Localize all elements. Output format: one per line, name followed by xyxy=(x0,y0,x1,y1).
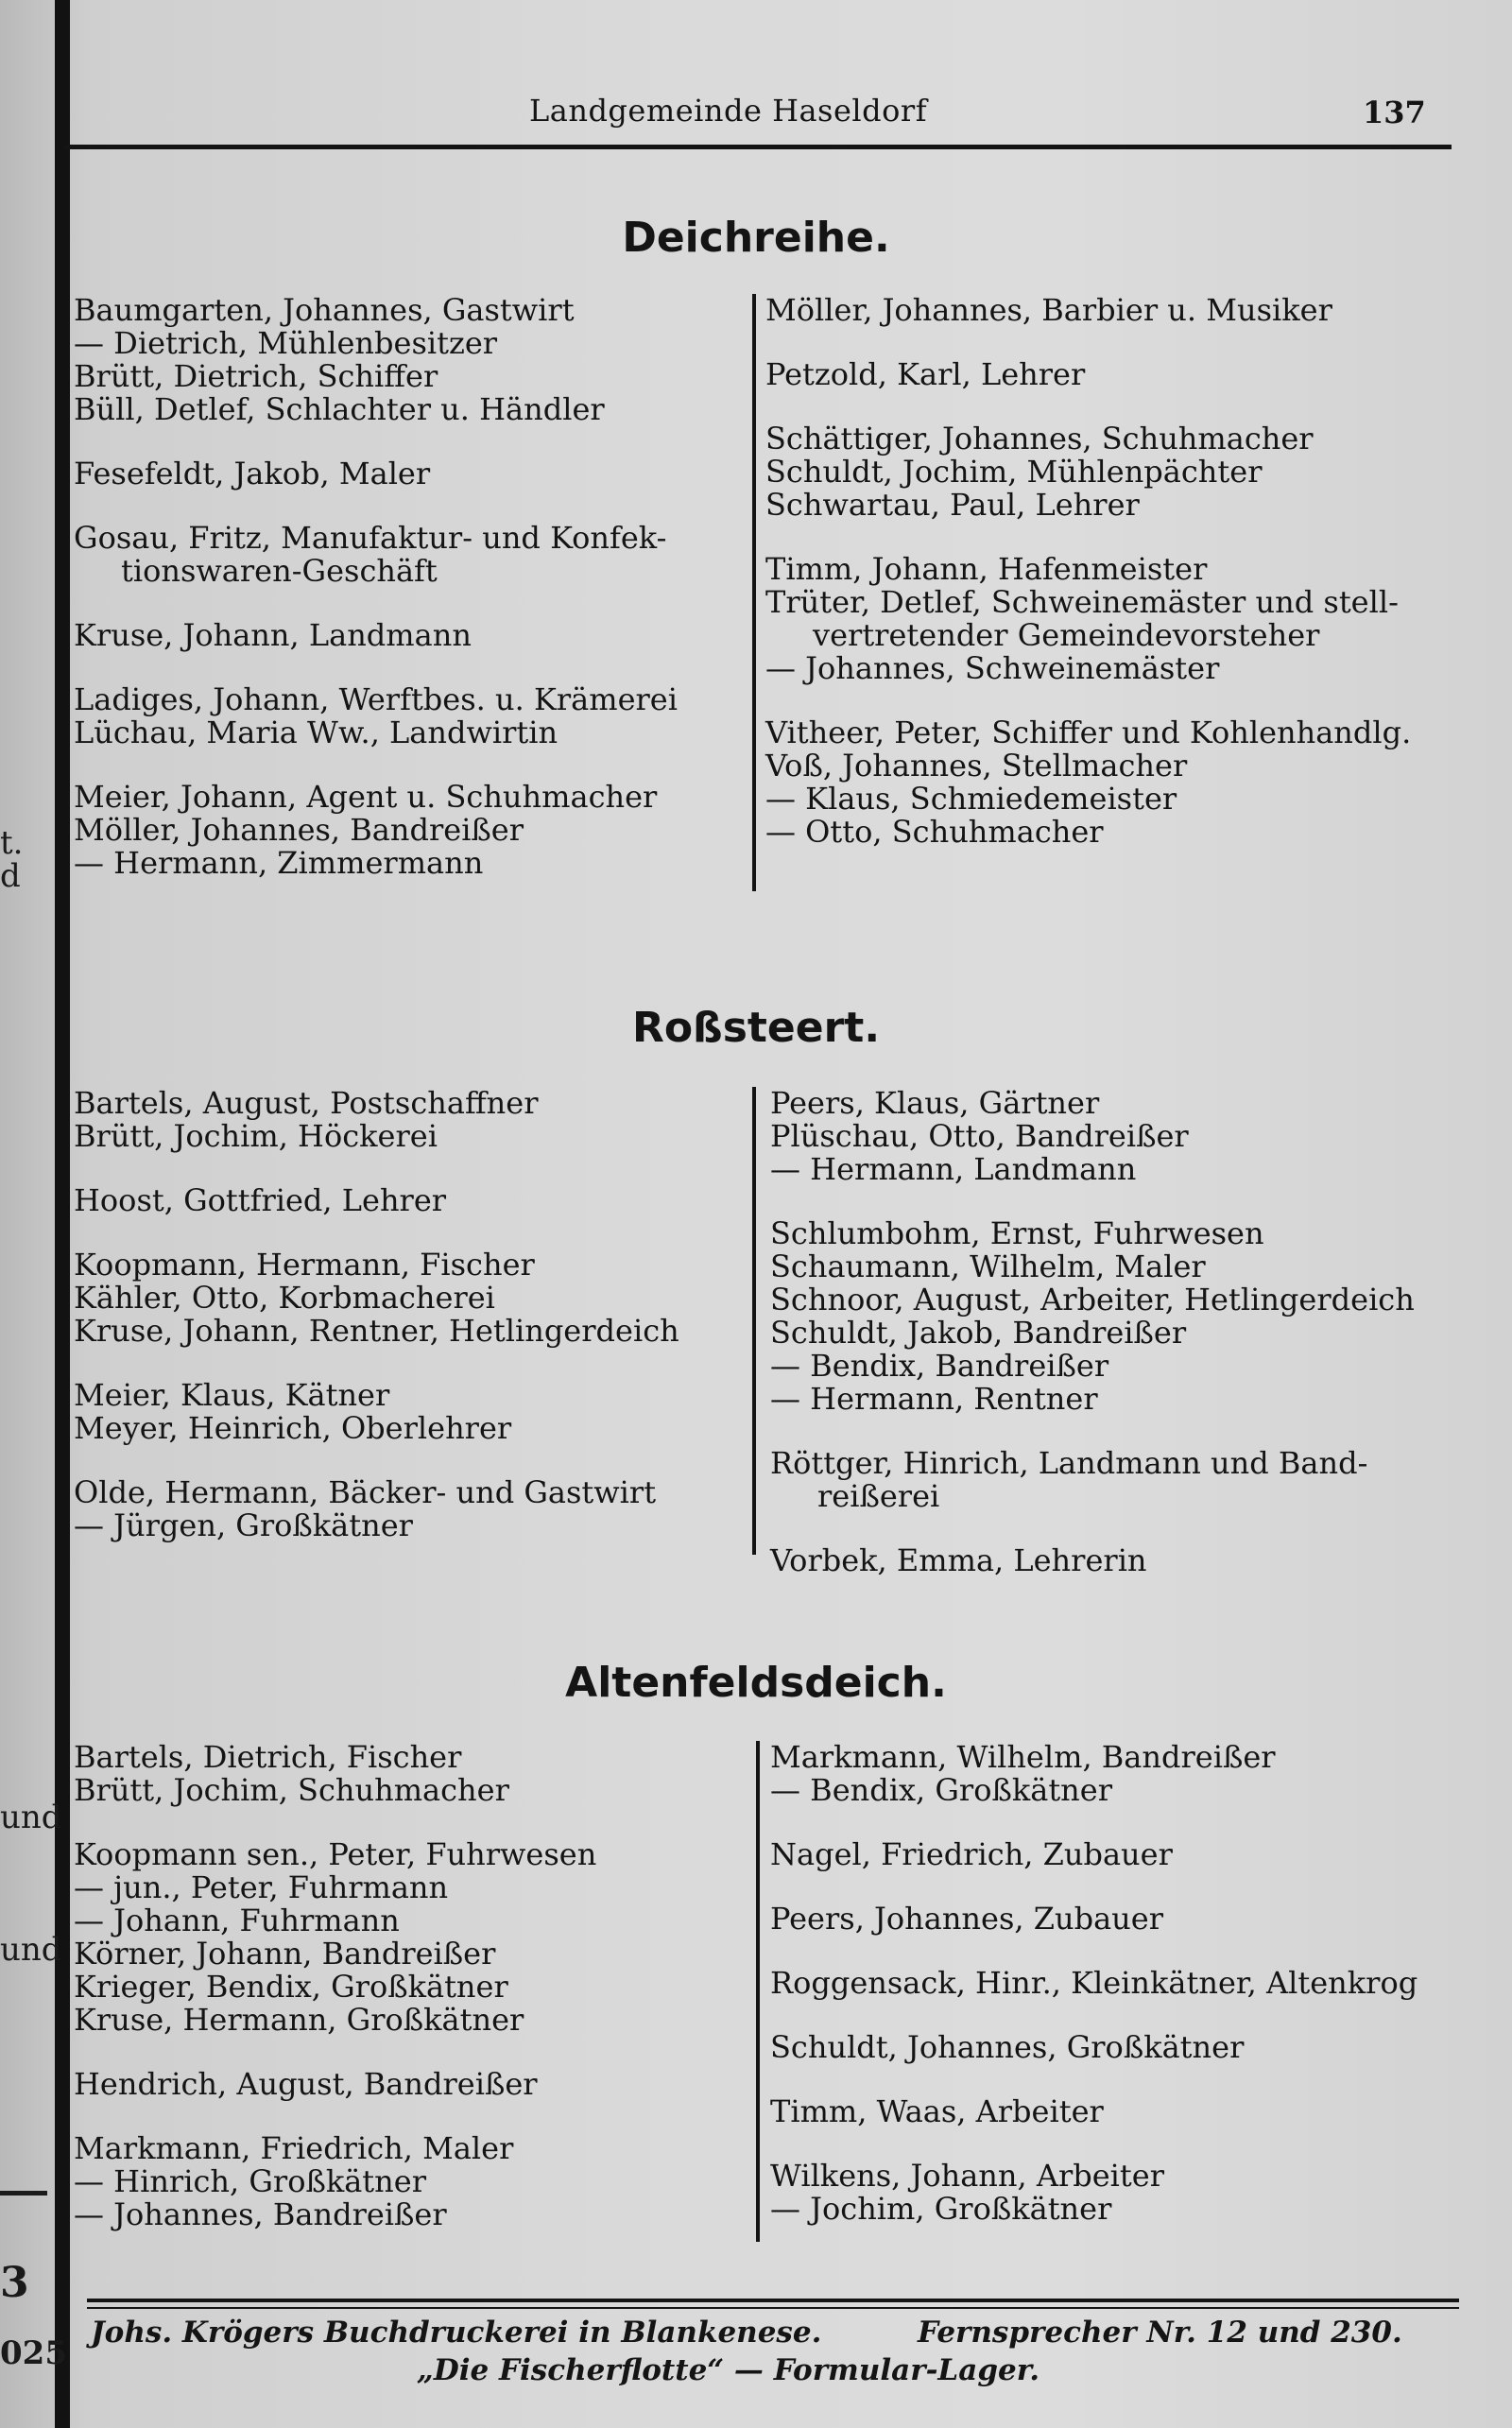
directory-entry: Schättiger, Johannes, Schuhmacher xyxy=(765,421,1314,456)
directory-entry: Krieger, Bendix, Großkätner xyxy=(74,1969,508,2005)
directory-entry: — Otto, Schuhmacher xyxy=(765,814,1104,850)
footer-rule-bottom xyxy=(87,2307,1459,2309)
directory-entry: Schaumann, Wilhelm, Maler xyxy=(770,1248,1206,1284)
directory-entry: Meyer, Heinrich, Oberlehrer xyxy=(74,1410,512,1446)
directory-entry: Markmann, Friedrich, Maler xyxy=(74,2130,514,2166)
section-rosssteert-left-column xyxy=(74,1087,764,1542)
page-number: 137 xyxy=(1363,95,1426,130)
directory-entry-continuation: reißerei xyxy=(817,1478,940,1514)
directory-entry: — Bendix, Großkätner xyxy=(770,1772,1113,1808)
prev-page-fragment: t. xyxy=(0,824,24,862)
printer-name: Johs. Krögers Buchdruckerei in Blankenese. xyxy=(91,2316,822,2350)
directory-entry: Bartels, August, Postschaffner xyxy=(74,1085,539,1121)
directory-entry: Lüchau, Maria Ww., Landwirtin xyxy=(74,715,558,750)
prev-page-fragment: 3 xyxy=(0,2259,29,2307)
directory-entry: Schuldt, Jakob, Bandreißer xyxy=(770,1315,1187,1351)
directory-entry: — Jochim, Großkätner xyxy=(770,2191,1112,2227)
section-deichreihe-left-column xyxy=(74,294,764,880)
directory-entry: Brütt, Jochim, Höckerei xyxy=(74,1118,438,1154)
directory-entry: Roggensack, Hinr., Kleinkätner, Altenkrog xyxy=(770,1965,1418,2001)
directory-entry: — Klaus, Schmiedemeister xyxy=(765,781,1177,817)
directory-entry: Kruse, Johann, Rentner, Hetlingerdeich xyxy=(74,1313,679,1349)
directory-entry: Baumgarten, Johannes, Gastwirt xyxy=(74,292,575,328)
directory-entry: Timm, Johann, Hafenmeister xyxy=(765,551,1208,587)
directory-entry: Vitheer, Peter, Schiffer und Kohlenhandlg. xyxy=(765,715,1412,750)
column-divider xyxy=(756,1741,760,2242)
directory-entry: Gosau, Fritz, Manufaktur- und Konfek- xyxy=(74,520,667,556)
prev-page-fragment: und xyxy=(0,1799,62,1836)
directory-entry-continuation: vertretender Gemeindevorsteher xyxy=(813,617,1320,653)
directory-entry: Plüschau, Otto, Bandreißer xyxy=(770,1118,1189,1154)
directory-entry: — Jürgen, Großkätner xyxy=(74,1507,413,1543)
directory-entry: — Johann, Fuhrmann xyxy=(74,1903,400,1938)
footer-rule-top xyxy=(87,2299,1459,2302)
directory-entry: Möller, Johannes, Barbier u. Musiker xyxy=(765,292,1332,328)
directory-entry: — Hermann, Landmann xyxy=(770,1151,1137,1187)
directory-entry: Meier, Johann, Agent u. Schuhmacher xyxy=(74,779,658,815)
directory-entry: Peers, Klaus, Gärtner xyxy=(770,1085,1100,1121)
directory-entry: Meier, Klaus, Kätner xyxy=(74,1377,390,1413)
directory-entry: Fesefeldt, Jakob, Maler xyxy=(74,456,431,491)
directory-entry: Körner, Johann, Bandreißer xyxy=(74,1936,496,1972)
section-title-altenfeldsdeich: Altenfeldsdeich. xyxy=(565,1659,947,1707)
printer-publication: „Die Fischerflotte“ — Formular-Lager. xyxy=(417,2353,1040,2387)
directory-entry: Wilkens, Johann, Arbeiter xyxy=(770,2158,1164,2194)
directory-entry: Olde, Hermann, Bäcker- und Gastwirt xyxy=(74,1474,657,1510)
directory-entry: Brütt, Jochim, Schuhmacher xyxy=(74,1772,509,1808)
running-header-title: Landgemeinde Haseldorf xyxy=(529,93,928,129)
directory-entry: Schlumbohm, Ernst, Fuhrwesen xyxy=(770,1215,1264,1251)
directory-entry: Kähler, Otto, Korbmacherei xyxy=(74,1280,495,1316)
directory-entry: Hendrich, August, Bandreißer xyxy=(74,2066,538,2102)
directory-entry: Möller, Johannes, Bandreißer xyxy=(74,812,524,848)
prev-page-fragment: 025 xyxy=(0,2334,67,2372)
column-divider xyxy=(752,1087,756,1555)
directory-entry: Timm, Waas, Arbeiter xyxy=(770,2093,1104,2129)
directory-entry: Schwartau, Paul, Lehrer xyxy=(765,487,1140,523)
section-altenfeldsdeich-left-column xyxy=(74,1741,764,2231)
prev-page-fragment: und xyxy=(0,1931,62,1969)
section-altenfeldsdeich-right-column xyxy=(770,1741,1460,2226)
directory-entry: Kruse, Johann, Landmann xyxy=(74,617,472,653)
directory-entry: Büll, Detlef, Schlachter u. Händler xyxy=(74,391,605,427)
section-rosssteert-right-column xyxy=(770,1087,1460,1577)
directory-entry: Koopmann, Hermann, Fischer xyxy=(74,1247,535,1283)
directory-entry: Ladiges, Johann, Werftbes. u. Krämerei xyxy=(74,681,678,717)
directory-entry: Koopmann sen., Peter, Fuhrwesen xyxy=(74,1836,597,1872)
directory-entry: Kruse, Hermann, Großkätner xyxy=(74,2002,524,2038)
directory-entry: — Bendix, Bandreißer xyxy=(770,1348,1109,1384)
directory-entry: — Hermann, Zimmermann xyxy=(74,845,484,881)
section-title-deichreihe: Deichreihe. xyxy=(622,214,890,262)
section-deichreihe-right-column xyxy=(765,294,1455,849)
directory-entry: Bartels, Dietrich, Fischer xyxy=(74,1739,462,1775)
directory-entry: Trüter, Detlef, Schweinemäster und stell- xyxy=(765,584,1399,620)
directory-entry: Brütt, Dietrich, Schiffer xyxy=(74,358,438,394)
directory-entry: — Johannes, Schweinemäster xyxy=(765,650,1220,686)
column-divider xyxy=(752,294,756,891)
book-spine xyxy=(55,0,70,2428)
directory-entry: Voß, Johannes, Stellmacher xyxy=(765,748,1188,784)
directory-entry: — jun., Peter, Fuhrmann xyxy=(74,1869,449,1905)
directory-entry: Peers, Johannes, Zubauer xyxy=(770,1901,1163,1937)
directory-entry: Petzold, Karl, Lehrer xyxy=(765,356,1086,392)
directory-entry: Vorbek, Emma, Lehrerin xyxy=(770,1542,1147,1578)
directory-entry: Markmann, Wilhelm, Bandreißer xyxy=(770,1739,1276,1775)
directory-entry: Schuldt, Johannes, Großkätner xyxy=(770,2029,1245,2065)
directory-entry: Schnoor, August, Arbeiter, Hetlingerdeich xyxy=(770,1282,1415,1317)
directory-entry: — Hermann, Rentner xyxy=(770,1381,1098,1417)
directory-entry: Schuldt, Jochim, Mühlenpächter xyxy=(765,454,1263,490)
directory-entry: Röttger, Hinrich, Landmann und Band- xyxy=(770,1445,1368,1481)
printer-phone: Fernsprecher Nr. 12 und 230. xyxy=(918,2316,1402,2350)
prev-page-fragment: d xyxy=(0,857,21,895)
section-title-rosssteert: Roßsteert. xyxy=(631,1004,881,1052)
directory-entry: — Hinrich, Großkätner xyxy=(74,2163,426,2199)
directory-entry-continuation: tionswaren-Geschäft xyxy=(121,553,438,589)
directory-entry: Hoost, Gottfried, Lehrer xyxy=(74,1182,447,1218)
directory-entry: Nagel, Friedrich, Zubauer xyxy=(770,1836,1173,1872)
prev-page-rule xyxy=(0,2191,47,2196)
directory-entry: — Dietrich, Mühlenbesitzer xyxy=(74,325,498,361)
header-rule xyxy=(64,145,1452,149)
directory-entry: — Johannes, Bandreißer xyxy=(74,2196,447,2232)
